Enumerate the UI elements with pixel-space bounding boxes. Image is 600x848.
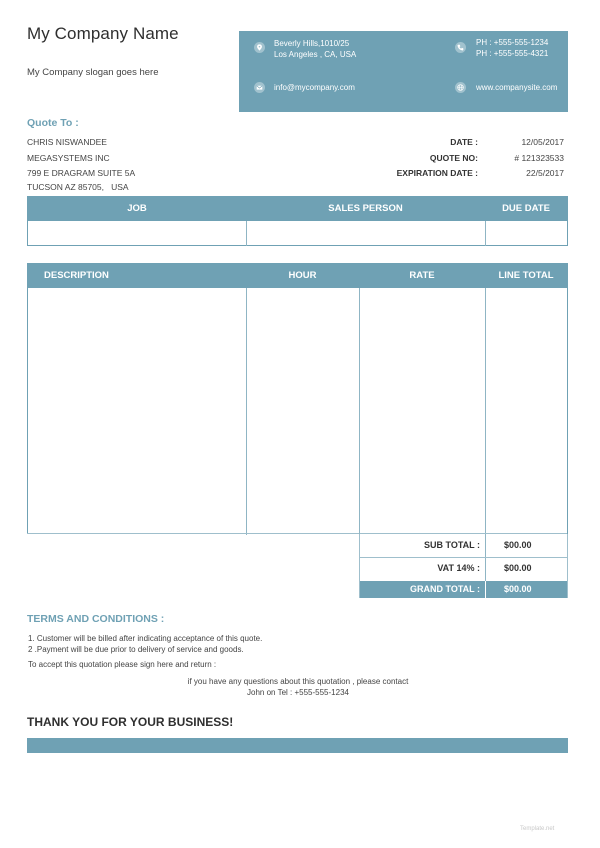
phone-line-1: PH : +555-555-1234 xyxy=(476,38,549,47)
contact-address xyxy=(274,38,356,60)
address-line-1: Beverly Hills,1010/25 xyxy=(274,39,350,48)
hour-header: HOUR xyxy=(288,270,317,281)
job-table-header xyxy=(28,197,567,221)
job-column-divider xyxy=(485,221,486,246)
items-table-header xyxy=(28,264,567,288)
vat-label: VAT 14% : xyxy=(437,563,480,573)
grand-total-label: GRAND TOTAL : xyxy=(410,584,480,594)
location-pin-icon xyxy=(254,42,265,53)
terms-line-2: 2 .Payment will be due prior to delivery of service and goods. xyxy=(28,645,244,654)
globe-icon xyxy=(455,82,466,93)
items-table xyxy=(27,263,568,534)
sales-person-header: SALES PERSON xyxy=(328,203,403,214)
vat-value: $00.00 xyxy=(504,563,532,573)
grand-total-divider xyxy=(485,581,486,598)
terms-line-1: 1. Customer will be billed after indicating acceptance of this quote. xyxy=(28,634,263,643)
job-table xyxy=(27,196,568,246)
terms-heading: TERMS AND CONDITIONS : xyxy=(27,613,165,625)
questions-note: if you have any questions about this quotation , please contact xyxy=(187,677,409,686)
thank-you-message: THANK YOU FOR YOUR BUSINESS! xyxy=(27,715,234,729)
footer-bar xyxy=(27,738,568,753)
quote-no-label: QUOTE NO: xyxy=(429,153,478,163)
grand-total-value: $00.00 xyxy=(504,584,532,594)
quote-to-heading: Quote To : xyxy=(27,117,79,129)
totals-box xyxy=(359,534,568,598)
company-slogan: My Company slogan goes here xyxy=(27,67,159,78)
subtotal-value: $00.00 xyxy=(504,540,532,550)
rate-header: RATE xyxy=(409,270,435,281)
items-bottom-border xyxy=(27,533,359,534)
grand-total-bar xyxy=(360,581,567,598)
expiration-date-value: 22/5/2017 xyxy=(526,168,564,178)
expiration-date-label: EXPIRATION DATE : xyxy=(396,168,478,178)
company-name: My Company Name xyxy=(27,24,179,43)
quote-no-value: # 121323533 xyxy=(514,153,564,163)
line-total-header: LINE TOTAL xyxy=(498,270,554,281)
watermark: Template.net xyxy=(520,826,555,832)
phone-icon xyxy=(455,42,466,53)
date-value: 12/05/2017 xyxy=(521,137,564,147)
job-column-divider xyxy=(246,221,247,246)
totals-top-border xyxy=(360,533,567,534)
subtotal-label: SUB TOTAL : xyxy=(424,540,480,550)
items-column-divider xyxy=(246,288,247,535)
contact-panel xyxy=(239,31,568,112)
due-date-header: DUE DATE xyxy=(502,203,550,214)
contact-phones xyxy=(476,37,548,59)
client-city: TUCSON AZ 85705, USA xyxy=(27,182,129,192)
client-street: 799 E DRAGRAM SUITE 5A xyxy=(27,168,136,178)
sign-instruction: To accept this quotation please sign here and return : xyxy=(28,660,217,669)
contact-website[interactable]: www.companysite.com xyxy=(476,83,558,92)
job-header: JOB xyxy=(127,203,147,214)
totals-row-divider xyxy=(360,557,567,558)
client-name: CHRIS NISWANDEE xyxy=(27,137,107,147)
address-line-2: Los Angeles , CA, USA xyxy=(274,50,357,59)
items-column-divider xyxy=(359,288,360,535)
date-label: DATE : xyxy=(450,137,478,147)
items-column-divider xyxy=(485,288,486,535)
contact-email[interactable]: info@mycompany.com xyxy=(274,83,355,92)
questions-contact: John on Tel : +555-555-1234 xyxy=(247,688,349,697)
client-company: MEGASYSTEMS INC xyxy=(27,153,110,163)
phone-line-2: PH : +555-555-4321 xyxy=(476,49,549,58)
description-header: DESCRIPTION xyxy=(44,270,109,281)
envelope-icon xyxy=(254,82,265,93)
